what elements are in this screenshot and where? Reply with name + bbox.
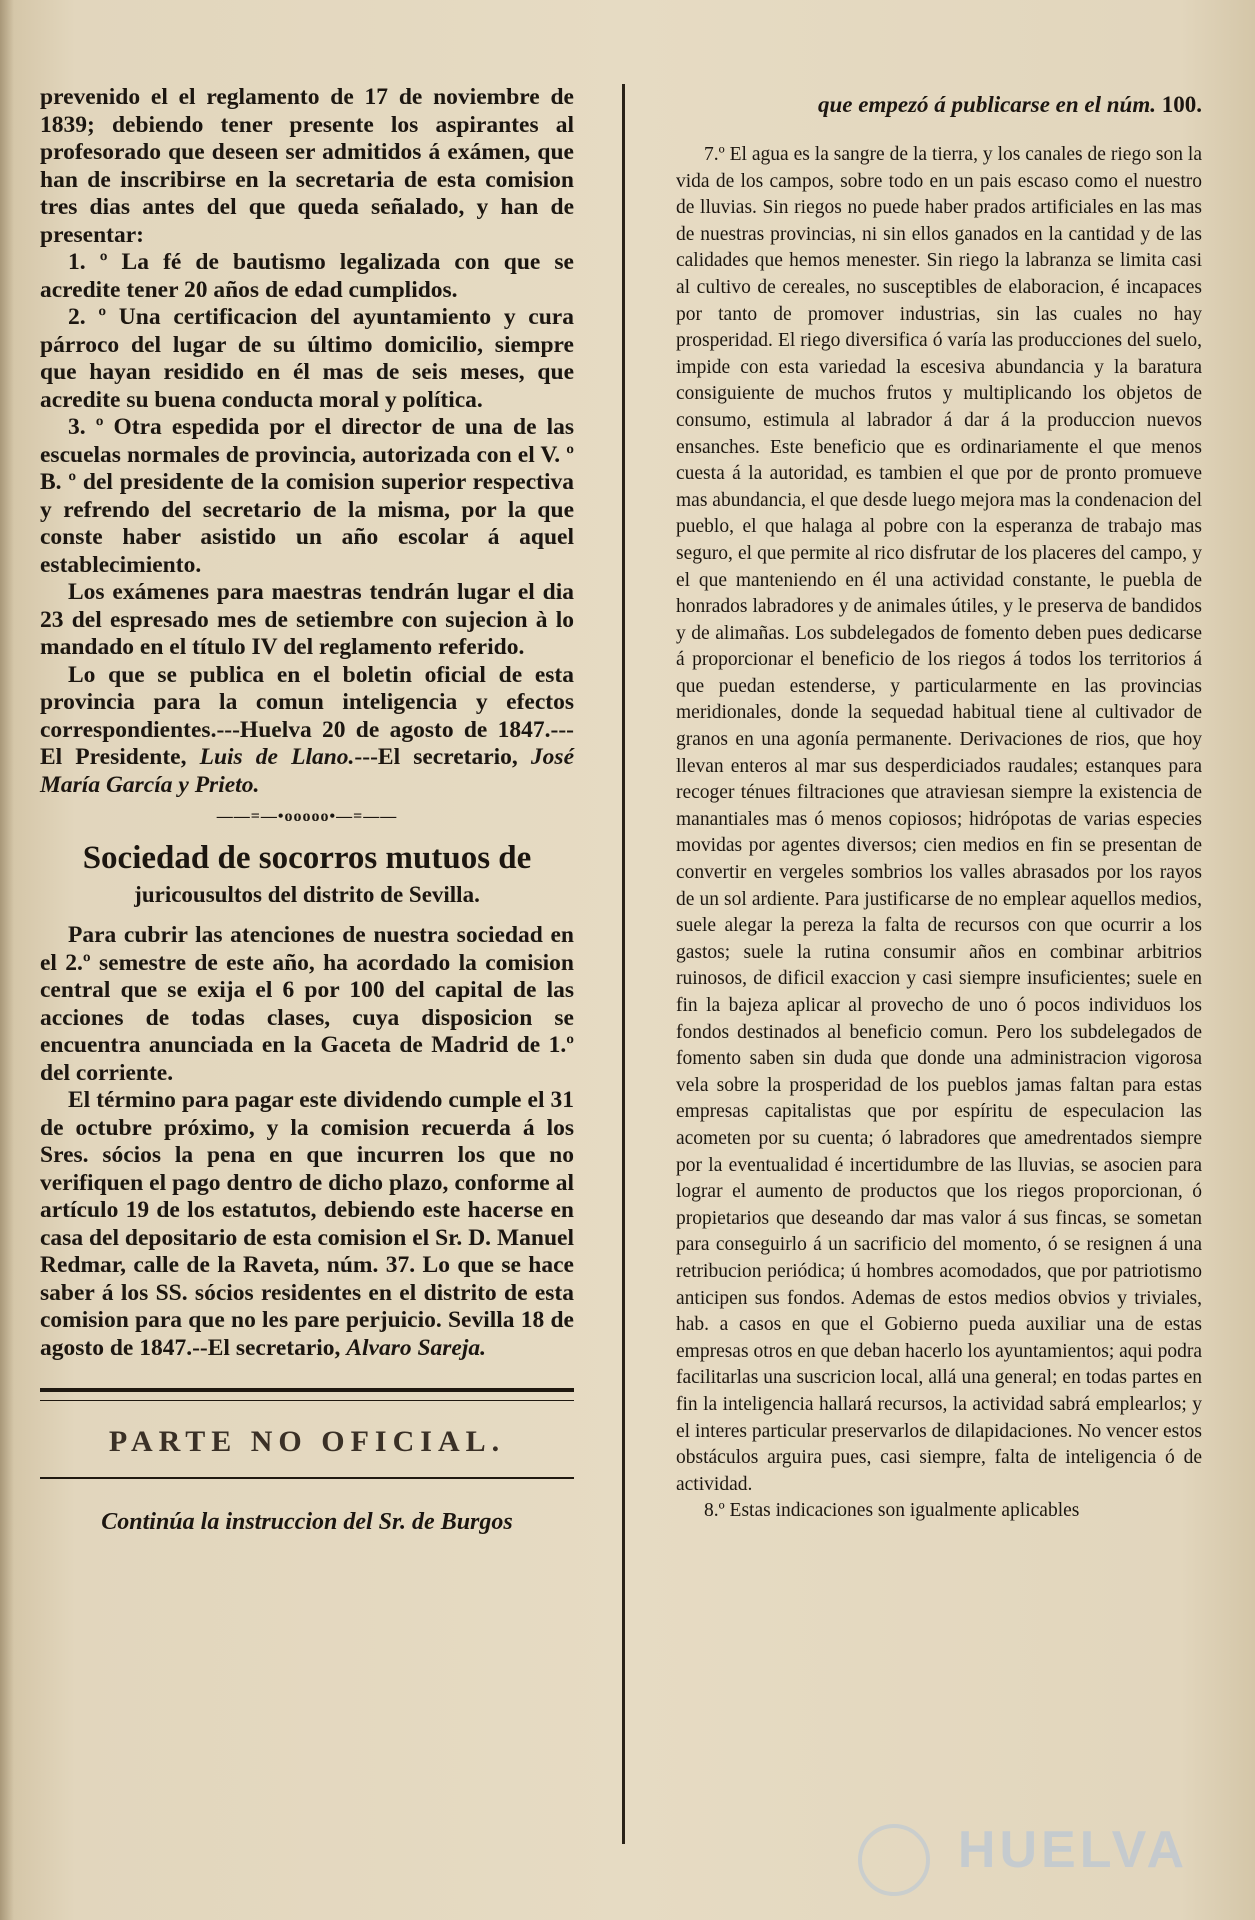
page-edge-shadow <box>0 0 14 1920</box>
rule-divider <box>40 1400 574 1401</box>
signatory-name: José María García y Prieto. <box>40 744 574 798</box>
continuation-title: Continúa la instruccion del Sr. de Burgos <box>101 1509 513 1535</box>
section-title: Sociedad de socorros mutuos de <box>82 839 532 876</box>
column-divider <box>622 84 625 1844</box>
section-subtitle: juricousultos del distrito de Sevilla. <box>134 881 480 907</box>
watermark: HUELVA <box>957 1821 1188 1879</box>
paragraph: 8.º Estas indicaciones son igualmente aplicables <box>704 1500 1080 1522</box>
paragraph: 2. º Una certificacion del ayuntamiento y cura párroco del lugar de su último domicilio, siempre que hayan residido en él mas de seis meses, que acredite su buena conducta moral y política. <box>40 304 574 413</box>
ornament-divider: ——=—•ooooo•—=—— <box>216 808 398 825</box>
text: Lo que se publica en el boletin oficial de esta provincia para la comun inteligencia y efectos correspondientes.---Huelva 20 de agosto de 1847.---El Presidente, <box>40 661 574 770</box>
signatory-name: Alvaro Sareja. <box>346 1334 487 1361</box>
left-column <box>40 84 574 1537</box>
paragraph: 3. º Otra espedida por el director de una de las escuelas normales de provincia, autorizada con el V. º B. º del presidente de la comision superior respectiva y refrendo del secretario de la misma, por la que conste haber asistido un año escolar á aquel establecimiento. <box>40 414 574 578</box>
text: El término para pagar este dividendo cumple el 31 de octubre próximo, y la comision recuerda á los Sres. sócios la pena en que incurren los que no verifiquen el pago dentro de dicho plazo, conforme al artículo 19 de los estatutos, debiendo este hacerse en casa del depositario de esta comision el Sr. D. Manuel Redmar, calle de la Raveta, núm. 37. Lo que se hace saber á los SS. sócios residentes en el distrito de esta comision para que no les pare perjuicio. Sevilla 18 de agosto de 1847.--El secretario, <box>40 1087 574 1361</box>
rule-divider <box>40 1477 574 1479</box>
paragraph: Para cubrir las atenciones de nuestra sociedad en el 2.º semestre de este año, ha acordado la comision central que se exija el 6 por 100 del capital de las acciones de todas clases, cuya disposicion se encuentra anunciada en la Gaceta de Madrid de 1.º del corriente. <box>40 922 574 1086</box>
paragraph-signature <box>40 662 574 800</box>
text: que empezó á publicarse en el núm. <box>818 92 1156 117</box>
paragraph-signature <box>40 1087 574 1362</box>
paragraph: Los exámenes para maestras tendrán lugar el dia 23 del espresado mes de setiembre con sujecion à lo mandado en el título IV del reglamento referido. <box>40 579 574 660</box>
text: ---El secretario, <box>354 744 518 770</box>
paragraph: prevenido el el reglamento de 17 de noviembre de 1839; debiendo tener presente los aspirantes al profesorado que deseen ser admitidos á exámen, que han de inscribirse en la secretaria de esta comision tres dias antes del que queda señalado, y han de presentar: <box>40 84 574 248</box>
signatory-name: Luis de Llano. <box>199 744 355 770</box>
section-heading: PARTE NO OFICIAL. <box>108 1425 506 1458</box>
paragraph: 7.º El agua es la sangre de la tierra, y los canales de riego son la vida de los campos, sobre todo en un pais escaso como el nuestro de lluvias. Sin riegos no puede haber prados artificiales en las mas de nuestras provincias, ni sin ellos ganados en la cantidad y de las calidades que hemos menester. Sin riego la labranza se limita casi al cultivo de cereales, no susceptibles de elaboracion, é incapaces por tanto de promover industrias, sin las cuales no hay prosperidad. El riego diversifica ó varía las producciones del suelo, impide con esta variedad la escesiva abundancia y la baratura consiguiente de muchos frutos y multiplicando los objetos de consumo, estimula al labrador á dar á la produccion nuevos ensanches. Este beneficio que es ordinariamente el que menos cuesta á la autoridad, es tambien el que por de pronto promueve mas abundancia, el que desde luego mejora mas la condenacion del pueblo, el que halaga al pobre con la esperanza de trabajo mas seguro, el que permite al rico disfrutar de los placeres del campo, y el que manteniendo en él una actividad constante, le puebla de honrados labradores y de animales útiles, y le preserva de bandidos y de alimañas. Los subdelegados de fomento deben pues dedicarse á proporcionar el beneficio de los riegos á todos los territorios á que puedan estenderse, y particularmente en las provincias meridionales, donde la sequedad habitual tiene al cultivador de granos en una agonía permanente. Derivaciones de rios, que hoy llevan enteros al mar sus desperdiciados raudales; estanques para recoger ténues filtraciones que atraviesan siempre la existencia de manantiales mas ó menos copiosos; hidrópotas de varias especies movidas por agentes diversos; cien medios en fin se presentan de convertir en vergeles sombrios los valles abrasados por los rayos de un sol ardiente. Para justificarse de no emplear aquellos medios, suele alegar la pereza la falta de recursos con que ocurrir a los gastos; suele la rutina consumir años en combinar arbitrios ruinosos, de dificil exaccion y casi siempre insuficientes; suele en fin la bajeza aplicar al provecho de uno ó pocos individuos los fondos destinados al beneficio comun. Pero los subdelegados de fomento saben sin duda que donde una administracion vigorosa vela sobre la prosperidad de los pueblos jamas faltan para estas empresas capitalistas que por espíritu de especulacion las acometen por su cuenta; ó labradores que amedrentados siempre por la eventualidad é incertidumbre de las lluvias, se asocien para lograr el aumento de productos que los riegos proporcionan, ó propietarios que deseando dar mas valor á sus fincas, se sometan para conseguirlo á un sacrificio del momento, ó se resignen á una retribucion periódica; ú hombres acomodados, que por patriotismo anticipen sus fondos. Ademas de estos medios obvios y triviales, hab. a casos en que el Gobierno pueda auxiliar una de estas empresas otros en que deban hacerlo los ayuntamientos; aqui podra facilitarlas una suscricion local, allá una general; en todas partes en fin la inteligencia hallará recursos, la actividad sabrá emplearlos; y el interes particular preservarlos de dilapidaciones. No vencer estos obstáculos arguira pues, casi siempre, falta de inteligencia ó de actividad. <box>676 144 1202 1495</box>
paragraph: 1. º La fé de bautismo legalizada con que se acredite tener 20 años de edad cumplidos. <box>40 249 574 303</box>
rule-divider <box>40 1388 574 1392</box>
right-column <box>676 142 1202 1525</box>
continuation-header <box>676 92 1202 118</box>
issue-number: 100. <box>1161 92 1202 117</box>
